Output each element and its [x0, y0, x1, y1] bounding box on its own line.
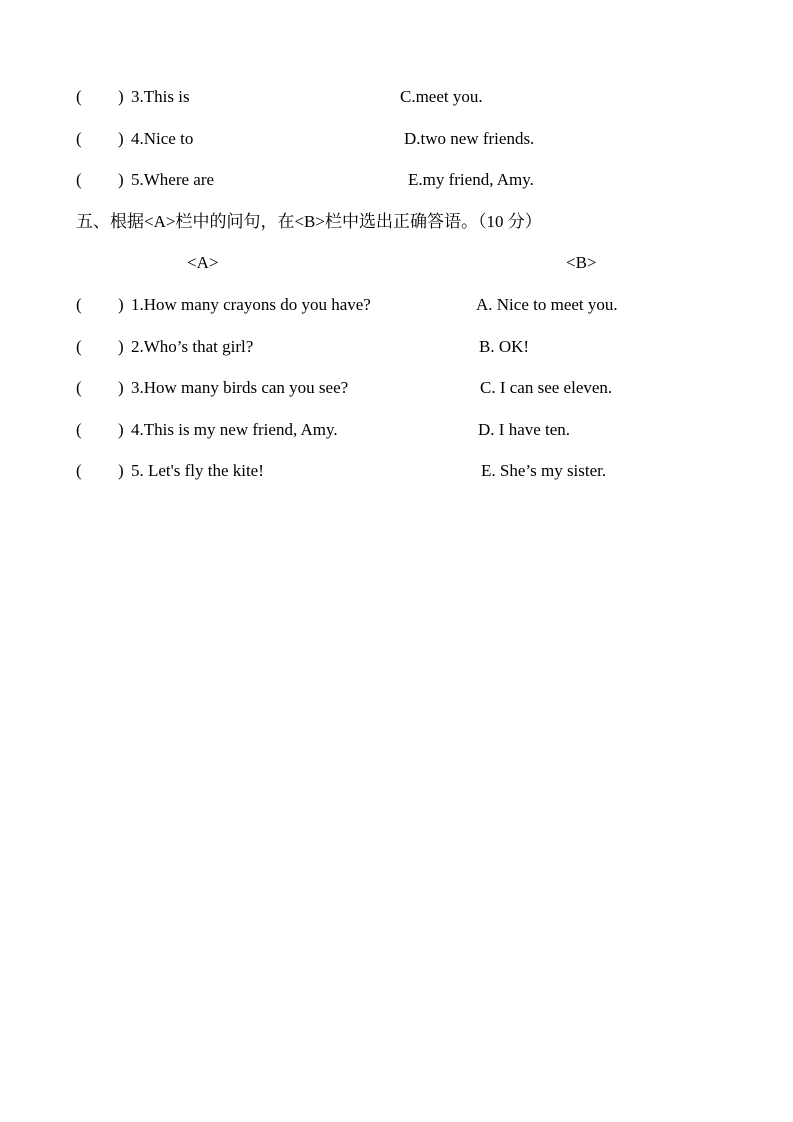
answer-paren-open: (	[76, 420, 82, 439]
match-row-4-4	[0, 127, 793, 151]
answer-paren-open: (	[76, 378, 82, 397]
match-row-4-5	[0, 168, 793, 192]
answer-option-text: E. She’s my sister.	[481, 461, 607, 480]
answer-paren-open: (	[76, 461, 82, 480]
column-a-label: <A>	[187, 253, 219, 272]
answer-paren-open: (	[76, 337, 82, 356]
question-text: 3.This is	[131, 87, 190, 106]
match-row-5-5	[0, 459, 793, 483]
match-row-4-3	[0, 85, 793, 109]
section-5-heading: 五、根据<A>栏中的问句，在<B>栏中选出正确答语。（10 分）	[76, 212, 542, 231]
column-b-label: <B>	[566, 253, 597, 272]
question-text: 5. Let's fly the kite!	[131, 461, 264, 480]
answer-option-text: B. OK!	[479, 337, 530, 356]
question-text: 4.This is my new friend, Amy.	[131, 420, 338, 439]
answer-paren-close: )	[118, 295, 124, 314]
question-text: 3.How many birds can you see?	[131, 378, 349, 397]
match-row-5-3	[0, 376, 793, 400]
question-text: 5.Where are	[131, 170, 215, 189]
question-text: 4.Nice to	[131, 129, 194, 148]
answer-paren-open: (	[76, 295, 82, 314]
answer-option-text: A. Nice to meet you.	[476, 295, 618, 314]
question-text: 1.How many crayons do you have?	[131, 295, 371, 314]
match-row-5-4	[0, 418, 793, 442]
question-text: 2.Who’s that girl?	[131, 337, 254, 356]
answer-option-text: C. I can see eleven.	[480, 378, 613, 397]
option-text: E.my friend, Amy.	[408, 170, 534, 189]
answer-paren-open: (	[76, 170, 82, 189]
answer-paren-close: )	[118, 461, 124, 480]
answer-paren-open: (	[76, 129, 82, 148]
option-text: D.two new friends.	[404, 129, 535, 148]
answer-option-text: D. I have ten.	[478, 420, 571, 439]
answer-paren-close: )	[118, 170, 124, 189]
answer-paren-close: )	[118, 378, 124, 397]
answer-paren-close: )	[118, 420, 124, 439]
answer-paren-close: )	[118, 87, 124, 106]
match-row-5-2	[0, 335, 793, 359]
option-text: C.meet you.	[400, 87, 483, 106]
match-row-5-1	[0, 293, 793, 317]
answer-paren-close: )	[118, 337, 124, 356]
answer-paren-open: (	[76, 87, 82, 106]
answer-paren-close: )	[118, 129, 124, 148]
